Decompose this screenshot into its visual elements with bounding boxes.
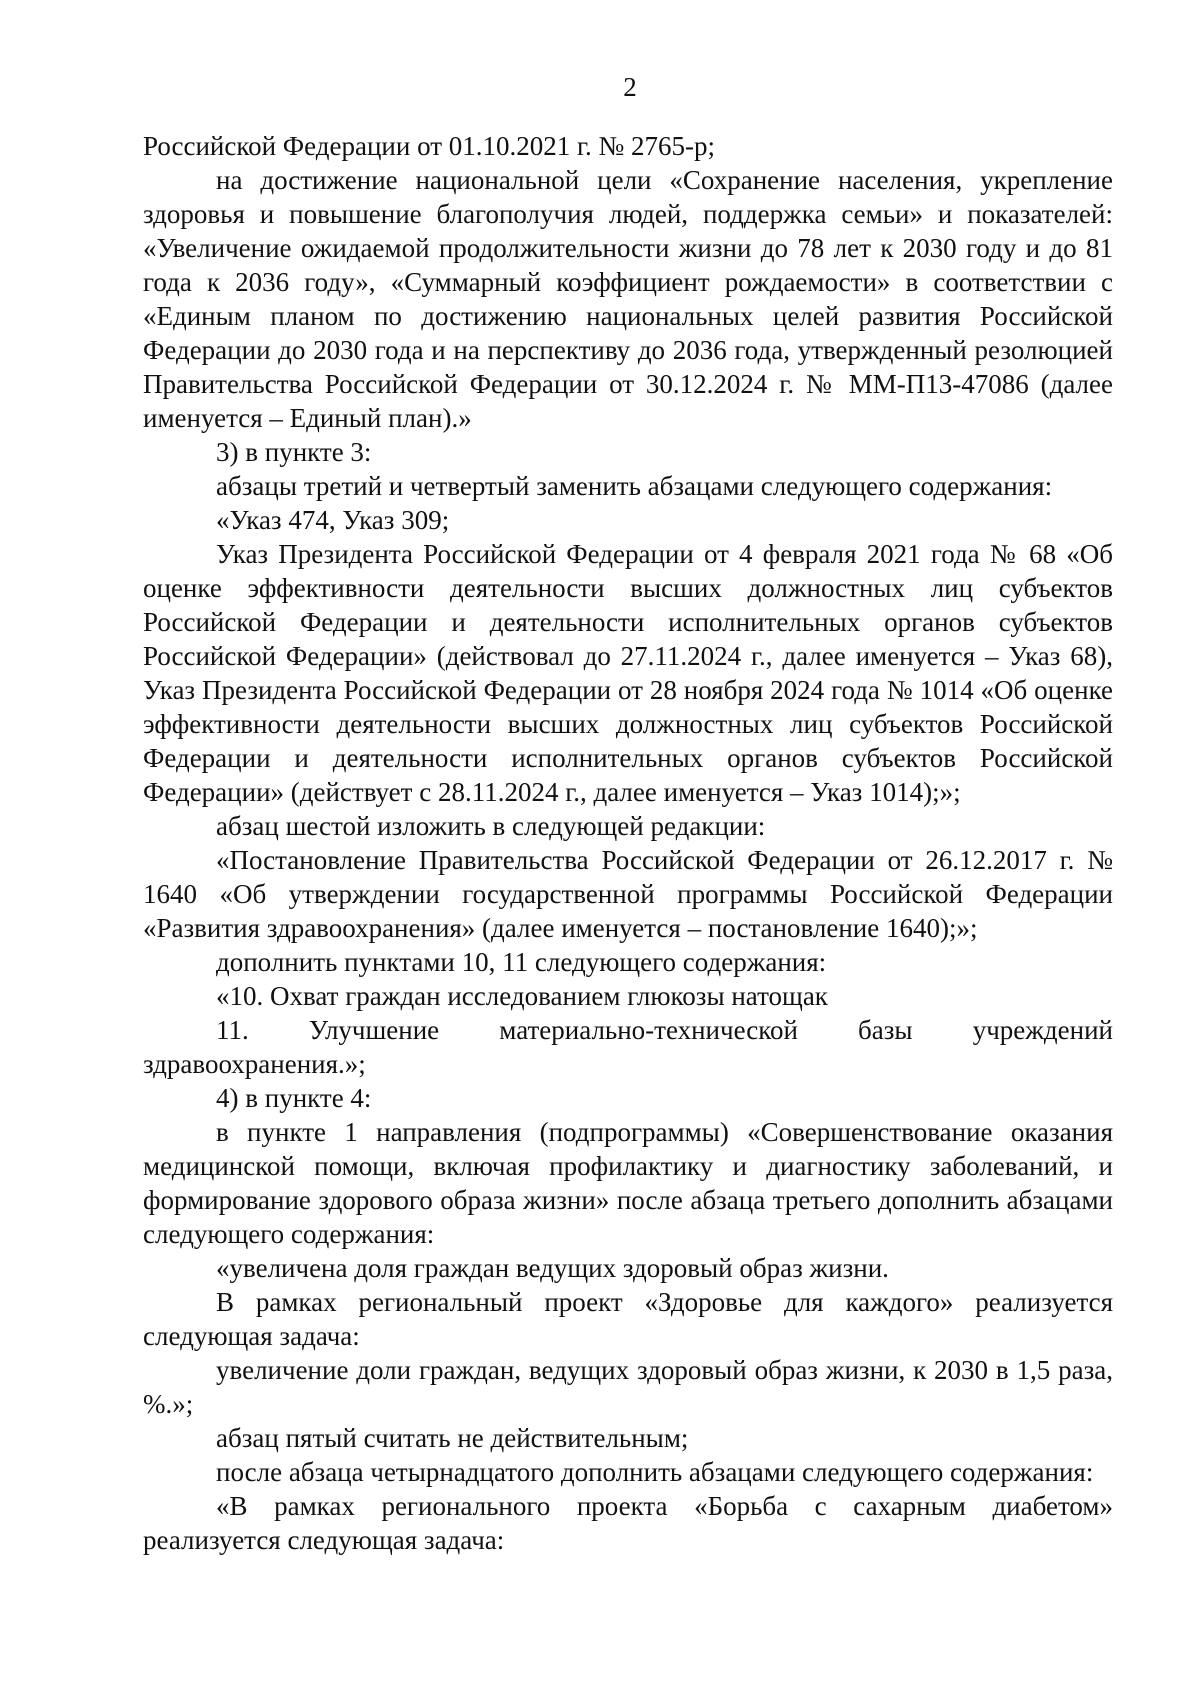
paragraph-17: абзац пятый считать не действительным; [216, 1423, 689, 1453]
paragraph-5: «Указ 474, Указ 309; [216, 505, 450, 535]
paragraph-19: «В рамках регионального проекта «Борьба с сахарным диабетом» реализуется следующая задача: [143, 1491, 1113, 1555]
paragraph-2: на достижение национальной цели «Сохранение населения, укрепление здоровья и повышение благополучия людей, поддержка семьи» и показателей: «Увеличение ожидаемой продолжительности жизни до 78 лет к 2030 году и до 81 года к 2036 году», «Суммарный коэффициент рождаемости» в соответствии с «Единым планом по достижению национальных целей развития Российской Федерации до 2030 года и на перспективу до 2036 года, утвержденный резолюцией Правительства Российской Федерации от 30.12.2024 г. № ММ-П13-47086 (далее именуется – Единый план).» [143, 165, 1113, 433]
paragraph-14: «увеличена доля граждан ведущих здоровый образ жизни. [216, 1253, 889, 1283]
paragraph-13: в пункте 1 направления (подпрограммы) «Совершенствование оказания медицинской помощи, включая профилактику и диагностику заболеваний, и формирование здорового образа жизни» после абзаца третьего дополнить абзацами следующего содержания: [143, 1117, 1113, 1249]
paragraph-1: Российской Федерации от 01.10.2021 г. № 2765-р; [143, 131, 716, 161]
paragraph-8: «Постановление Правительства Российской Федерации от 26.12.2017 г. № 1640 «Об утверждении государственной программы Российской Федерации «Развития здравоохранения» (далее именуется – постановление 1640);»; [143, 845, 1113, 943]
paragraph-11: 11. Улучшение материально-технической базы учреждений здравоохранения.»; [143, 1015, 1113, 1079]
paragraph-16: увеличение доли граждан, ведущих здоровый образ жизни, к 2030 в 1,5 раза, %.»; [143, 1355, 1113, 1419]
document-body [143, 129, 1113, 1557]
paragraph-15: В рамках региональный проект «Здоровье для каждого» реализуется следующая задача: [143, 1287, 1113, 1351]
paragraph-12: 4) в пункте 4: [216, 1083, 372, 1113]
paragraph-10: «10. Охват граждан исследованием глюкозы натощак [216, 981, 828, 1011]
paragraph-18: после абзаца четырнадцатого дополнить абзацами следующего содержания: [216, 1457, 1094, 1487]
paragraph-7: абзац шестой изложить в следующей редакции: [216, 811, 766, 841]
page-number: 2 [623, 72, 637, 102]
paragraph-6: Указ Президента Российской Федерации от 4 февраля 2021 года № 68 «Об оценке эффективности деятельности высших должностных лиц субъектов Российской Федерации и деятельности исполнительных органов субъектов Российской Федерации» (действовал до 27.11.2024 г., далее именуется – Указ 68), Указ Президента Российской Федерации от 28 ноября 2024 года № 1014 «Об оценке эффективности деятельности высших должностных лиц субъектов Российской Федерации и деятельности исполнительных органов субъектов Российской Федерации» (действует с 28.11.2024 г., далее именуется – Указ 1014);»; [143, 539, 1113, 807]
paragraph-4: абзацы третий и четвертый заменить абзацами следующего содержания: [216, 471, 1053, 501]
paragraph-3: 3) в пункте 3: [216, 437, 372, 467]
paragraph-9: дополнить пунктами 10, 11 следующего содержания: [216, 947, 827, 977]
